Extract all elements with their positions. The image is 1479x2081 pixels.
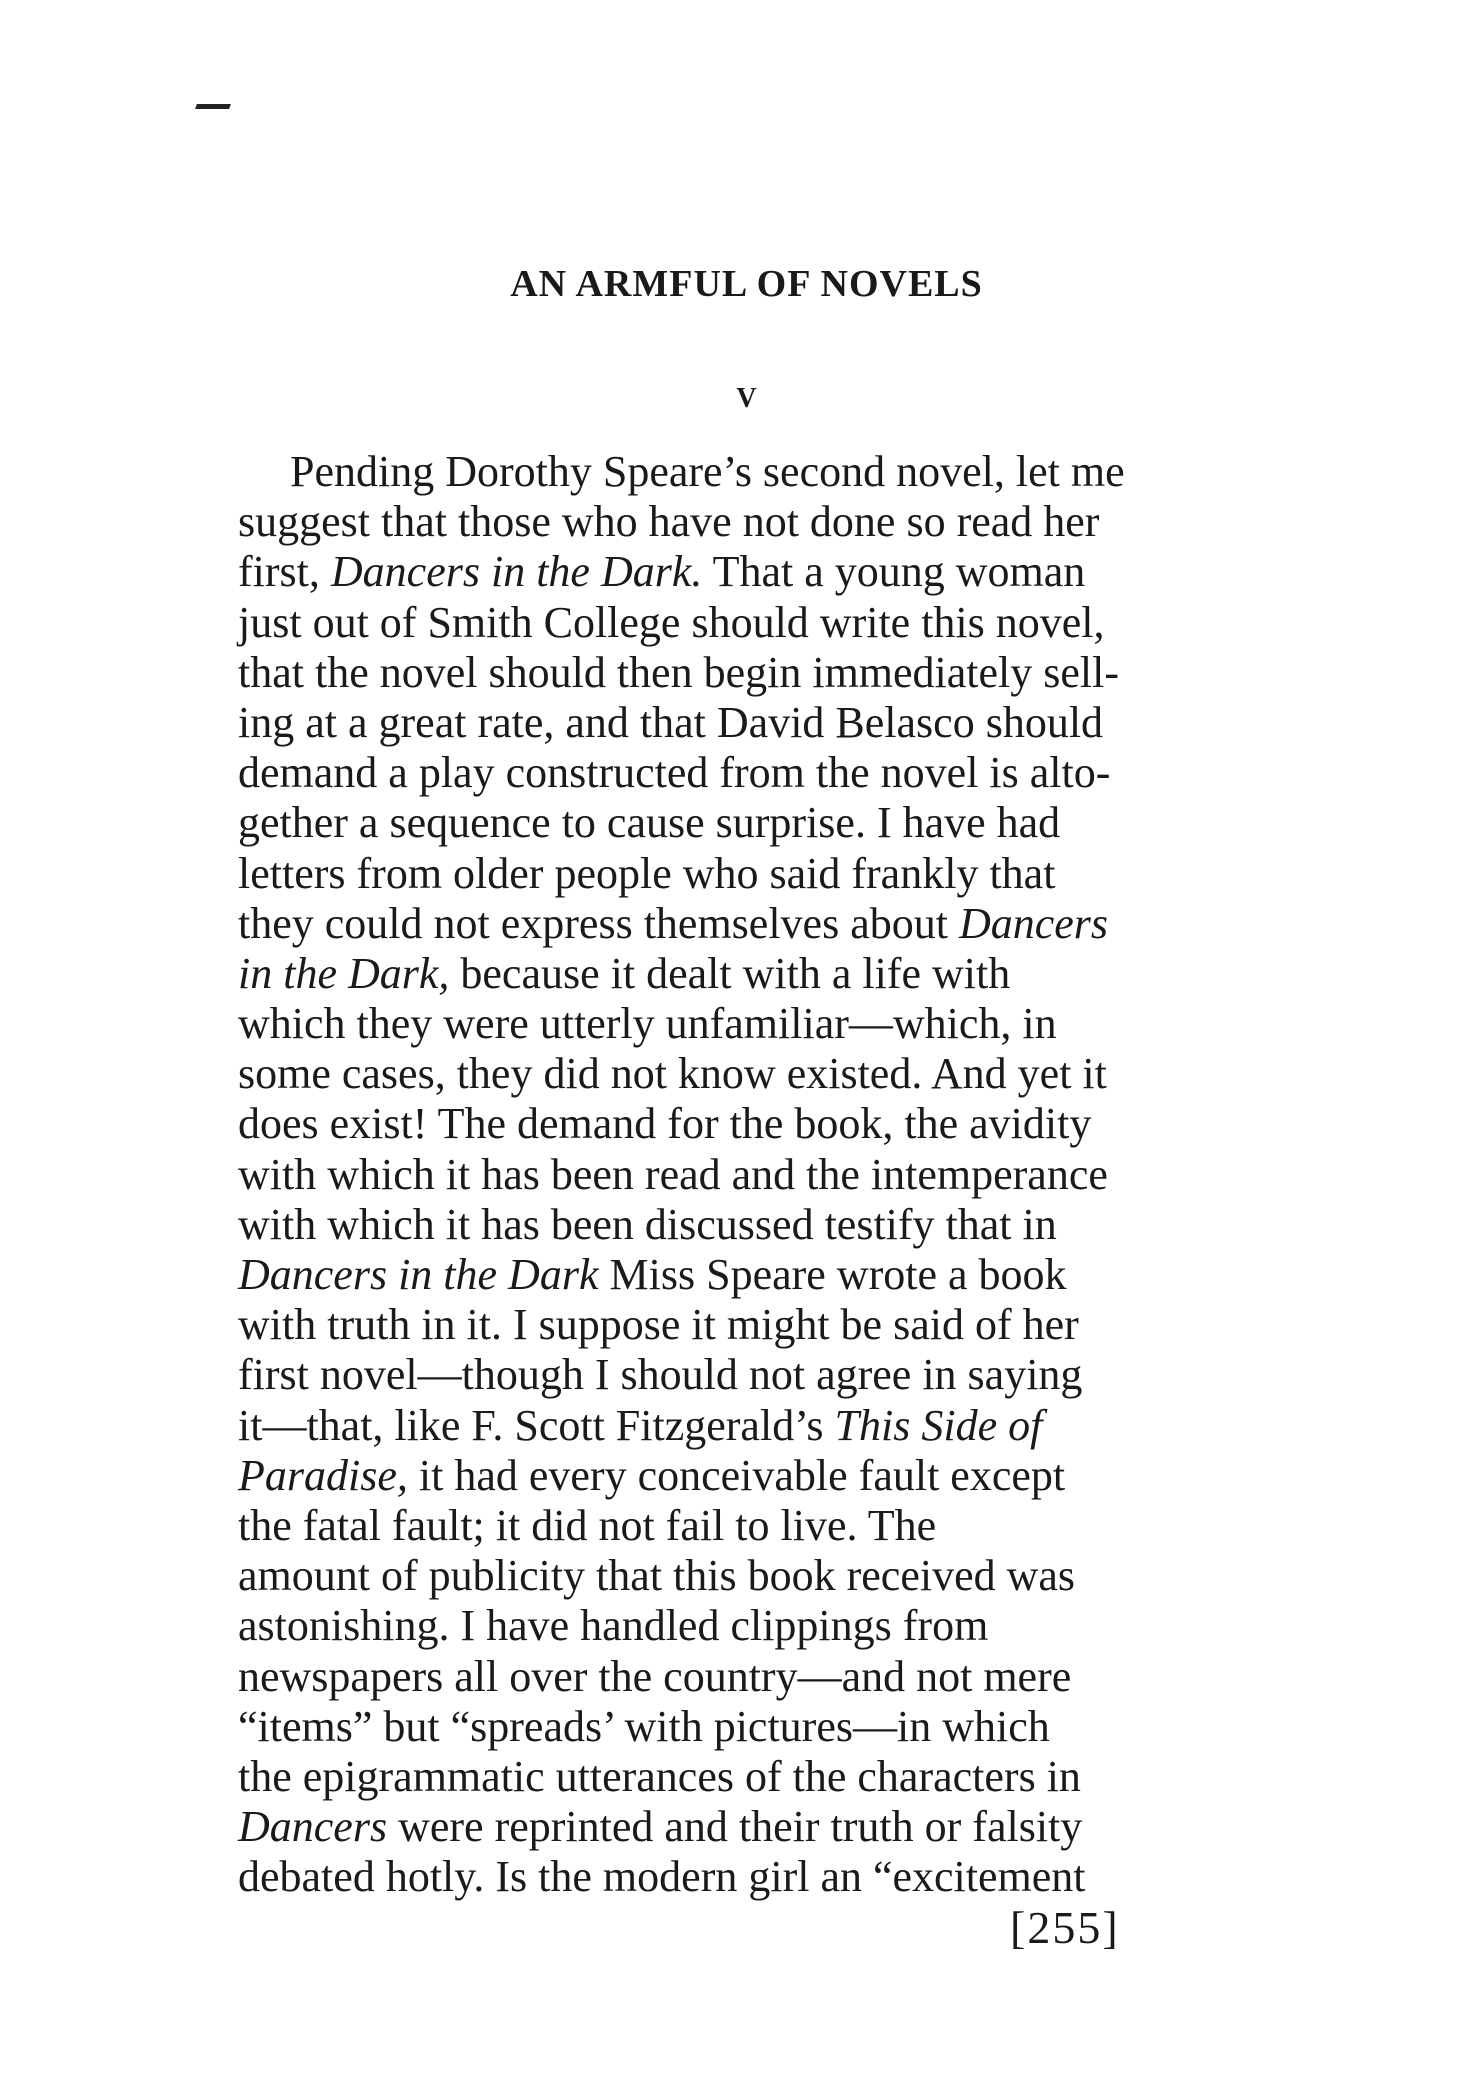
book-title: Dancers in the Dark. — [330, 547, 703, 597]
text-line: with truth in it. I suppose it might be said of her — [238, 1300, 1079, 1350]
text-line: Paradise, it had every conceivable fault except — [238, 1450, 1066, 1500]
section-number: V — [736, 383, 757, 414]
page-number: [255] — [1010, 1902, 1120, 1953]
text-line: astonishing. I have handled clippings from — [238, 1601, 989, 1651]
body-paragraph — [238, 447, 1248, 1902]
text-line: Dancers in the Dark Miss Speare wrote a book — [238, 1250, 1067, 1299]
text-line: which they were utterly unfamiliar—which, in — [238, 999, 1057, 1049]
book-title: Dancers in the Dark — [238, 1250, 599, 1299]
text-line: the fatal fault; it did not fail to live. The — [238, 1500, 937, 1550]
text-line: it—that, like F. Scott Fitzgerald’s This Side of — [238, 1400, 1043, 1450]
text-line: gether a sequence to cause surprise. I have had — [238, 798, 1061, 848]
book-title: Paradise, — [238, 1450, 408, 1500]
text-line: that the novel should then begin immediately sell- — [238, 647, 1120, 697]
text-line: first, Dancers in the Dark. That a young woman — [238, 547, 1086, 597]
book-title: in the Dark, — [238, 948, 450, 998]
text-line: demand a play constructed from the novel is alto- — [238, 748, 1111, 798]
text-line: ing at a great rate, and that David Belasco should — [238, 697, 1104, 747]
text-line: just out of Smith College should write this novel, — [238, 597, 1105, 647]
text-line: debated hotly. Is the modern girl an “excitement — [238, 1852, 1086, 1902]
text-line: letters from older people who said frankly that — [238, 848, 1056, 898]
book-title: Dancers — [958, 898, 1109, 948]
text-line: in the Dark, because it dealt with a life with — [238, 948, 1011, 998]
text-line: newspapers all over the country—and not mere — [238, 1651, 1072, 1701]
book-title: Dancers — [238, 1802, 388, 1852]
book-title: This Side of — [834, 1400, 1043, 1450]
running-title: AN ARMFUL OF NOVELS — [510, 263, 983, 305]
stray-print-mark — [195, 104, 231, 109]
text-line: first novel—though I should not agree in saying — [238, 1350, 1083, 1400]
text-line: the epigrammatic utterances of the characters in — [238, 1751, 1081, 1801]
text-line: amount of publicity that this book received was — [238, 1551, 1076, 1601]
text-line: with which it has been read and the intemperance — [238, 1149, 1108, 1199]
text-line: “items” but “spreads’ with pictures—in which — [238, 1701, 1050, 1751]
text-line: they could not express themselves about Dancers — [238, 898, 1109, 948]
text-line: with which it has been discussed testify that in — [238, 1199, 1057, 1249]
text-line: some cases, they did not know existed. And yet it — [238, 1049, 1107, 1099]
text-line: suggest that those who have not done so read her — [238, 497, 1100, 547]
text-line: does exist! The demand for the book, the avidity — [238, 1099, 1092, 1149]
text-line: Pending Dorothy Speare’s second novel, let me — [290, 447, 1125, 496]
text-line: Dancers were reprinted and their truth or falsity — [238, 1802, 1083, 1852]
